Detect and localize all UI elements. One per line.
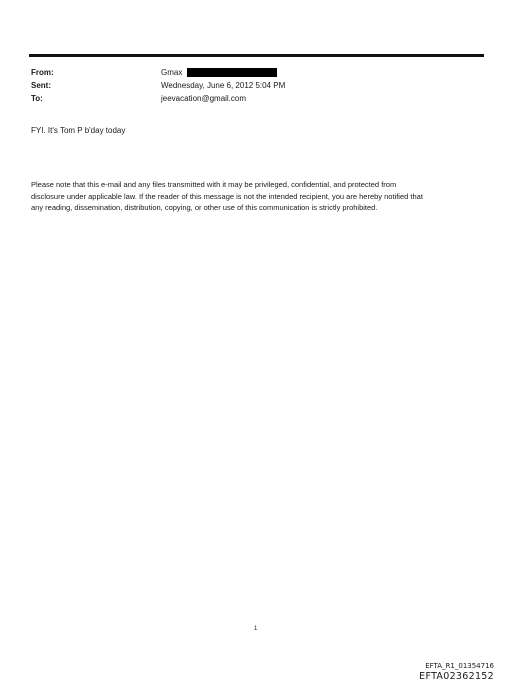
sent-label: Sent: <box>31 81 51 90</box>
page-number: 1 <box>254 626 258 632</box>
disclaimer-line: disclosure under applicable law. If the reader of this message is not the intended recipient, you are hereby notified that <box>31 191 423 201</box>
disclaimer-line: Please note that this e-mail and any files transmitted with it may be privileged, confidential, and protected from <box>31 180 397 189</box>
to-label: To: <box>31 94 43 103</box>
from-name: Gmax <box>161 68 183 77</box>
bates-stamp-line-1: EFTA_R1_01354716 <box>425 662 494 670</box>
from-label: From: <box>31 68 54 77</box>
confidentiality-disclaimer <box>31 179 483 214</box>
email-body: FYI. It's Tom P b'day today <box>31 126 126 135</box>
to-value: jeevacation@gmail.com <box>161 94 247 103</box>
bates-stamp-line-2: EFTA02362152 <box>419 671 494 682</box>
disclaimer-line: any reading, dissemination, distribution, copying, or other use of this communication is strictly prohibited. <box>31 203 378 212</box>
bates-stamp <box>419 662 494 683</box>
redaction-bar <box>187 68 277 77</box>
sent-value: Wednesday, June 6, 2012 5:04 PM <box>161 81 286 90</box>
from-value <box>161 67 277 78</box>
header-divider <box>29 54 484 57</box>
